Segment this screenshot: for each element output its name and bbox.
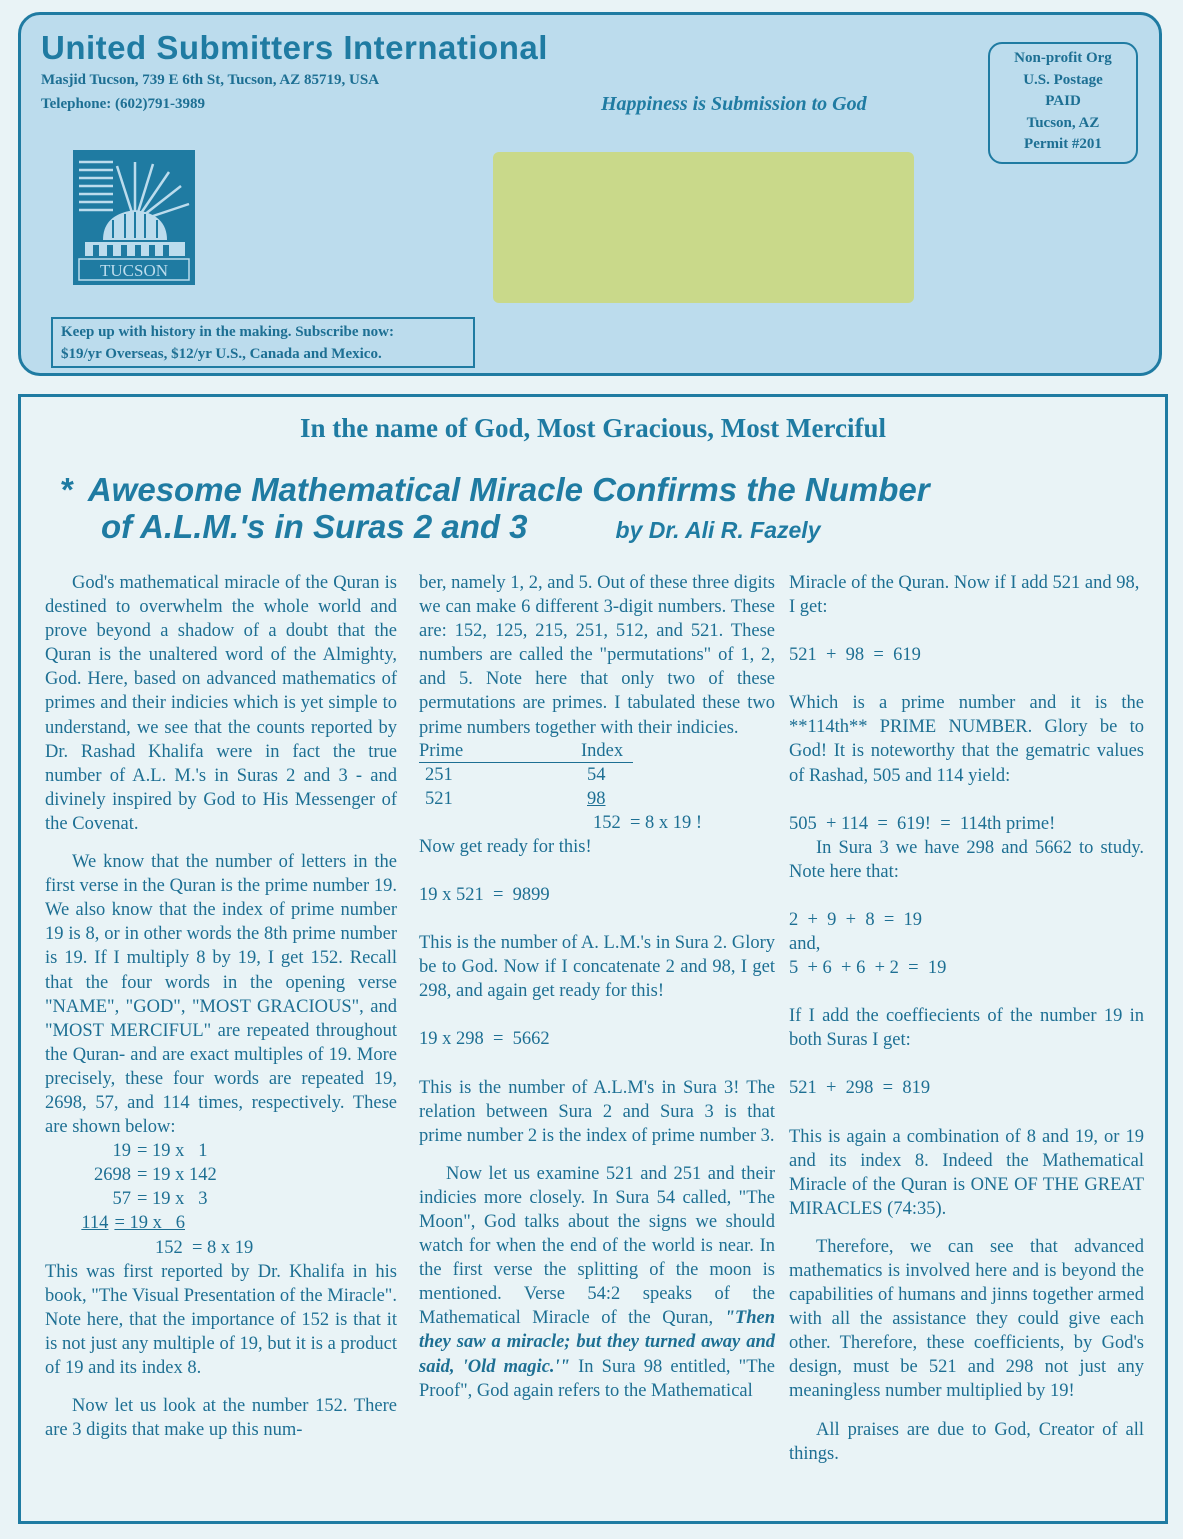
multiples-table bbox=[45, 1139, 397, 1259]
postage-line: Permit #201 bbox=[1024, 136, 1102, 152]
table-total: 152 = 8 x 19 ! bbox=[593, 812, 703, 833]
paragraph: This is the number of A.L.M's in Sura 3! The relation between Sura 2 and Sura 3 is that prime number 2 is the index of prime number 3. bbox=[419, 1077, 775, 1146]
title-star: * bbox=[61, 471, 74, 508]
invocation: In the name of God, Most Gracious, Most Merciful bbox=[300, 413, 886, 443]
subscribe-box bbox=[51, 317, 475, 368]
table-cell: 54 bbox=[587, 764, 606, 785]
table-cell: 98 bbox=[587, 788, 606, 809]
org-name: United Submitters International bbox=[41, 29, 548, 66]
table-cell: 251 bbox=[425, 764, 453, 785]
paragraph: This was first reported by Dr. Khalifa in his book, "The Visual Presentation of the Miracle". Note here, that the importance of 152 is that it is not just any multiple of 19, but it is a product of 19 and its index 8. bbox=[45, 1261, 397, 1378]
subscribe-line: $19/yr Overseas, $12/yr U.S., Canada and Mexico. bbox=[61, 346, 382, 362]
equation-connector: and, bbox=[789, 934, 821, 955]
column-3 bbox=[789, 571, 1144, 1466]
paragraph: Which is a prime number and it is the **114th** PRIME NUMBER. Glory be to God! It is noteworthy that the gematric values of Rashad, 505 and 114 yield: bbox=[789, 693, 1144, 786]
byline: by Dr. Ali R. Fazely bbox=[615, 517, 821, 543]
eq-left: 114 bbox=[81, 1213, 109, 1234]
table-row bbox=[419, 787, 775, 811]
postage-line: PAID bbox=[1045, 93, 1081, 109]
postage-line: Non-profit Org bbox=[1014, 50, 1112, 66]
eq-left: 2698 bbox=[94, 1165, 131, 1186]
article-box bbox=[18, 394, 1168, 1524]
postage-line: U.S. Postage bbox=[1023, 71, 1103, 88]
equation: 521 + 298 = 819 bbox=[789, 1078, 931, 1099]
logo-text: TUCSON bbox=[99, 261, 169, 280]
table-header bbox=[419, 740, 633, 763]
paragraph: Now get ready for this! bbox=[419, 836, 592, 857]
paragraph: This is again a combination of 8 and 19, or 19 and its index 8. Indeed the Mathematical Miracle of the Quran is ONE OF THE GREAT MIRACLES (74:35). bbox=[789, 1126, 1144, 1219]
column-1 bbox=[45, 571, 397, 1442]
paragraph: Miracle of the Quran. Now if I add 521 and 98, I get: bbox=[789, 573, 1140, 618]
paragraph: All praises are due to God, Creator of all things. bbox=[789, 1419, 1144, 1464]
quran-quote: "Then they saw a miracle; but they turned away and said, 'Old magic.'" bbox=[419, 1308, 775, 1377]
paragraph bbox=[419, 1162, 775, 1403]
title-line-1 bbox=[61, 471, 1161, 508]
org-telephone: Telephone: (602)791-3989 bbox=[41, 96, 206, 112]
motto: Happiness is Submission to God bbox=[601, 93, 867, 115]
paragraph: In Sura 3 we have 298 and 5662 to study. Note here that: bbox=[789, 837, 1144, 882]
equation-row bbox=[45, 1211, 185, 1235]
title-text-1: Awesome Mathematical Miracle Confirms the Number bbox=[87, 471, 930, 508]
subscribe-line: Keep up with history in the making. Subscribe now: bbox=[61, 324, 394, 340]
equation-row bbox=[45, 1163, 397, 1187]
paragraph: If I add the coeffiecients of the number 19 in both Suras I get: bbox=[789, 1006, 1144, 1051]
title-text-2: of A.L.M.'s in Suras 2 and 3 bbox=[101, 508, 528, 545]
equation: 521 + 98 = 619 bbox=[789, 645, 921, 666]
prime-index-table bbox=[419, 740, 775, 835]
table-header-cell: Prime bbox=[419, 740, 464, 761]
equation: 2 + 9 + 8 = 19 bbox=[789, 909, 923, 930]
column-2 bbox=[419, 571, 775, 1403]
mailing-header bbox=[18, 12, 1162, 376]
paragraph: Now let us look at the number 152. There are 3 digits that make up this num- bbox=[45, 1396, 397, 1441]
eq-right: = 19 x 3 bbox=[137, 1189, 208, 1210]
article-title bbox=[61, 471, 1161, 549]
table-row bbox=[419, 763, 775, 787]
paragraph-text: In Sura 98 entitled, "The Proof", God again refers to the Mathematical bbox=[419, 1356, 775, 1401]
eq-right: = 19 x 142 bbox=[137, 1165, 217, 1186]
paragraph-text: Now let us examine 521 and 251 and their indicies more closely. In Sura 54 called, "The Moon", God talks about the signs we should watch for when the end of the world is near. In the first verse the splitting of the moon is mentioned. Verse 54:2 speaks of the Mathematical Miracle of the Quran, bbox=[419, 1163, 775, 1329]
paragraph: God's mathematical miracle of the Quran is destined to overwhelm the whole world and prove beyond a shadow of a doubt that the Quran is the unaltered word of the Almighty, God. Here, based on advanced mathematics of primes and their indicies which is yet simple to understand, we see that the counts reported by Dr. Rashad Khalifa were in fact the true number of A.L. M.'s in Suras 2 and 3 - and divinely inspired by God to His Messenger of the Covenat. bbox=[45, 573, 397, 834]
eq-right: = 19 x 6 bbox=[114, 1213, 185, 1234]
title-line-2 bbox=[61, 508, 1161, 549]
equation: 19 x 521 = 9899 bbox=[419, 885, 550, 906]
paragraph: Therefore, we can see that advanced mathematics is involved here and is beyond the capabilities of humans and jinns together armed with all the assistance they could give each other. Therefore, these coefficients, by God's design, must be 521 and 298 not just any meaningless number multiplied by 19! bbox=[789, 1236, 1144, 1402]
table-header-cell: Index bbox=[581, 740, 624, 761]
equation-total: 152 = 8 x 19 bbox=[155, 1237, 254, 1258]
table-cell: 521 bbox=[425, 788, 453, 809]
postage-indicia bbox=[988, 42, 1138, 164]
equation: 505 + 114 = 619! = 114th prime! bbox=[789, 813, 1056, 834]
org-address: Masjid Tucson, 739 E 6th St, Tucson, AZ 85719, USA bbox=[41, 72, 380, 88]
paragraph: ber, namely 1, 2, and 5. Out of these three digits we can make 6 different 3-digit numbers. These are: 152, 125, 215, 251, 512, and 521. These numbers are called the "permutations" of 1, 2, and 5. Note here that only two of these permutations are primes. I tabulated these two prime numbers together with their indicies. bbox=[419, 573, 775, 738]
eq-left: 19 bbox=[112, 1141, 131, 1162]
eq-right: = 19 x 1 bbox=[137, 1141, 208, 1162]
equation-row bbox=[45, 1139, 397, 1163]
eq-left: 57 bbox=[112, 1189, 131, 1210]
equation-row bbox=[45, 1187, 397, 1211]
tucson-mosque-logo bbox=[73, 150, 195, 285]
postage-line: Tucson, AZ bbox=[1026, 114, 1100, 131]
equation: 19 x 298 = 5662 bbox=[419, 1029, 550, 1050]
equation: 5 + 6 + 6 + 2 = 19 bbox=[789, 958, 947, 979]
paragraph: We know that the number of letters in the first verse in the Quran is the prime number 19. We also know that the index of prime number 19 is 8, or in other words the 8th prime number is 19. If I multiply 8 by 19, I get 152. Recall that the four words in the opening verse "NAME", "GOD", "MOST GRACIOUS", and "MOST MERCIFUL" are repeated throughout the Quran- and are exact multiples of 19. More precisely, these four words are repeated 19, 2698, 57, and 114 times, respectively. These are shown below: bbox=[45, 852, 397, 1138]
mailing-label-area bbox=[493, 152, 914, 303]
paragraph: This is the number of A. L.M.'s in Sura 2. Glory be to God. Now if I concatenate 2 and 98, I get 298, and again get ready for this! bbox=[419, 933, 775, 1002]
